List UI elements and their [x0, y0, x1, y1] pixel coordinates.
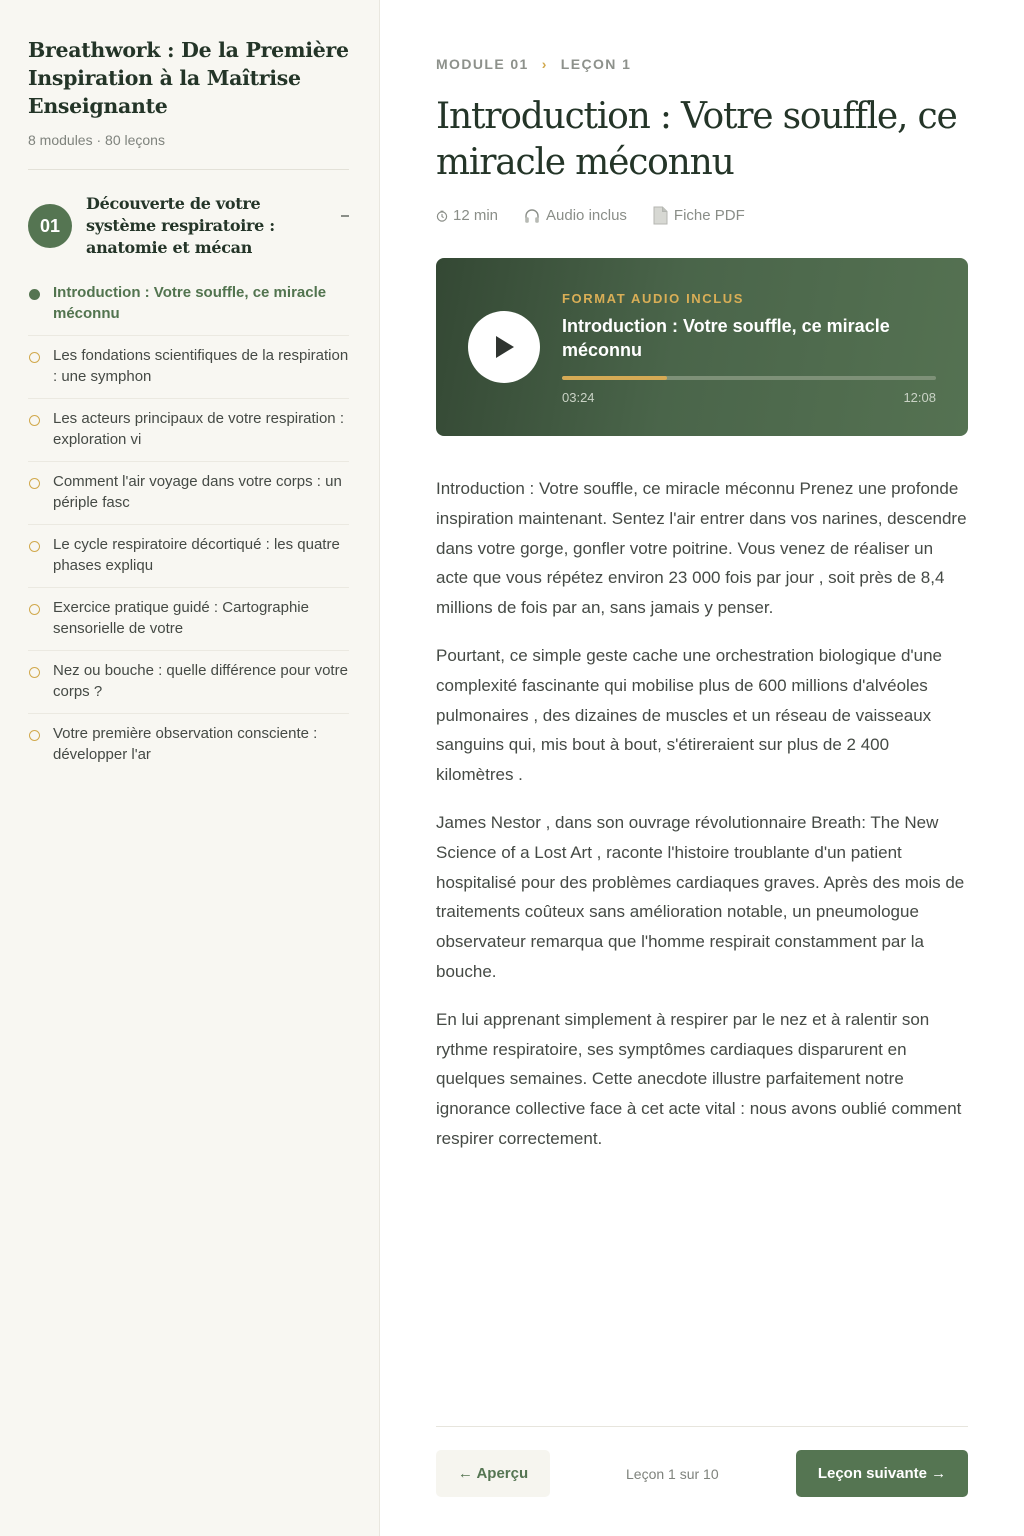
audio-player	[436, 258, 968, 436]
duration-meta	[436, 207, 498, 224]
breadcrumb	[436, 56, 968, 72]
lesson-status-dot	[29, 541, 40, 552]
document-icon	[652, 206, 669, 225]
lesson-footer	[436, 1426, 968, 1536]
lesson-status-dot	[29, 667, 40, 678]
lesson-item-7[interactable]	[28, 651, 349, 714]
audio-meta	[523, 207, 627, 225]
play-icon	[492, 334, 516, 360]
lesson-body	[436, 474, 968, 1154]
lesson-status-dot	[29, 352, 40, 363]
headphones-icon	[523, 207, 541, 225]
audio-progress-bar[interactable]	[562, 376, 936, 380]
lesson-label: Introduction : Votre souffle, ce miracle méconnu	[53, 284, 327, 322]
lesson-content	[436, 0, 968, 1536]
audio-progress-fill	[562, 376, 667, 380]
previous-lesson-button[interactable]: ← Aperçu	[436, 1450, 550, 1497]
duration-text: 12 min	[453, 207, 499, 224]
minus-icon[interactable]	[341, 215, 349, 217]
lesson-paragraph: James Nestor , dans son ouvrage révolutionnaire Breath: The New Science of a Lost Art , raconte l'histoire troublante d'un patient hospitalisé pour des problèmes cardiaques graves. Après des mois de traitements coûteux sans amélioration notable, un pneumologue observateur remarqua que l'homme respirait constamment par la bouche.	[436, 812, 965, 981]
pdf-text: Fiche PDF	[673, 207, 745, 224]
sidebar	[0, 0, 380, 1536]
lesson-position: Leçon 1 sur 10	[626, 1466, 719, 1482]
lesson-paragraph: Introduction : Votre souffle, ce miracle méconnu Prenez une profonde inspiration maintenant. Sentez l'air entrer dans vos narines, descendre dans votre gorge, gonfler votre poitrine. Vous venez de réaliser un acte que vous répétez environ 23 000 fois par jour , soit près de 8,4 millions de fois par an, sans jamais y penser.	[436, 479, 967, 618]
breadcrumb-module[interactable]: MODULE 01	[436, 56, 529, 72]
lesson-label: Nez ou bouche : quelle différence pour votre corps ?	[53, 662, 348, 700]
lesson-item-8[interactable]	[28, 714, 349, 776]
lesson-status-dot	[29, 415, 40, 426]
lesson-item-3[interactable]	[28, 399, 349, 462]
course-title: Breathwork : De la Première Inspiration à la Maîtrise Enseignante	[28, 38, 349, 118]
lesson-label: Les acteurs principaux de votre respiration : exploration vi	[53, 410, 344, 448]
lesson-meta	[436, 206, 968, 225]
audio-format-label: FORMAT AUDIO INCLUS	[562, 291, 745, 306]
play-button[interactable]	[468, 311, 540, 383]
breadcrumb-lesson: LEÇON 1	[560, 56, 632, 72]
module-number-badge: 01	[28, 204, 72, 248]
module-title: Découverte de votre système respiratoire : anatomie et mécan	[86, 194, 275, 257]
audio-total-time: 12:08	[903, 390, 936, 405]
lesson-item-4[interactable]	[28, 462, 349, 525]
lesson-list	[28, 283, 349, 776]
lesson-label: Comment l'air voyage dans votre corps : un périple fasc	[53, 473, 342, 511]
lesson-paragraph: En lui apprenant simplement à respirer par le nez et à ralentir son rythme respiratoire, ses symptômes cardiaques disparurent en quelques semaines. Cette anecdote illustre parfaitement notre ignorance collective face à cet acte vital : nous avons oublié comment respirer correctement.	[436, 1009, 962, 1148]
lesson-label: Les fondations scientifiques de la respiration : une symphon	[53, 347, 349, 385]
lesson-item-5[interactable]	[28, 525, 349, 588]
lesson-paragraph: Pourtant, ce simple geste cache une orchestration biologique d'une complexité fascinante qui mobilise plus de 600 millions d'alvéoles pulmonaires , des dizaines de muscles et un réseau de vaisseaux sanguins qui, mis bout à bout, s'étireraient sur plus de 2 400 kilomètres .	[436, 645, 943, 785]
lesson-item-1[interactable]	[28, 283, 349, 336]
audio-current-time: 03:24	[562, 390, 595, 405]
page-title: Introduction : Votre souffle, ce miracle méconnu	[436, 96, 957, 183]
course-meta: 8 modules · 80 leçons	[28, 132, 165, 148]
lesson-status-dot	[29, 478, 40, 489]
next-lesson-button[interactable]: Leçon suivante →	[796, 1450, 968, 1497]
sidebar-divider	[28, 169, 349, 170]
lesson-item-6[interactable]	[28, 588, 349, 651]
breadcrumb-separator: ›	[541, 56, 548, 72]
lesson-status-dot	[29, 604, 40, 615]
audio-text: Audio inclus	[546, 207, 627, 224]
lesson-label: Votre première observation consciente : développer l'ar	[53, 725, 318, 763]
module-header[interactable]	[28, 193, 349, 259]
lesson-label: Exercice pratique guidé : Cartographie sensorielle de votre	[53, 599, 309, 637]
lesson-label: Le cycle respiratoire décortiqué : les quatre phases expliqu	[53, 536, 340, 574]
lesson-item-2[interactable]	[28, 336, 349, 399]
audio-track-title: Introduction : Votre souffle, ce miracle méconnu	[562, 316, 890, 360]
clock-icon	[436, 210, 448, 222]
lesson-status-dot	[29, 289, 40, 300]
lesson-status-dot	[29, 730, 40, 741]
pdf-meta[interactable]	[652, 206, 745, 225]
